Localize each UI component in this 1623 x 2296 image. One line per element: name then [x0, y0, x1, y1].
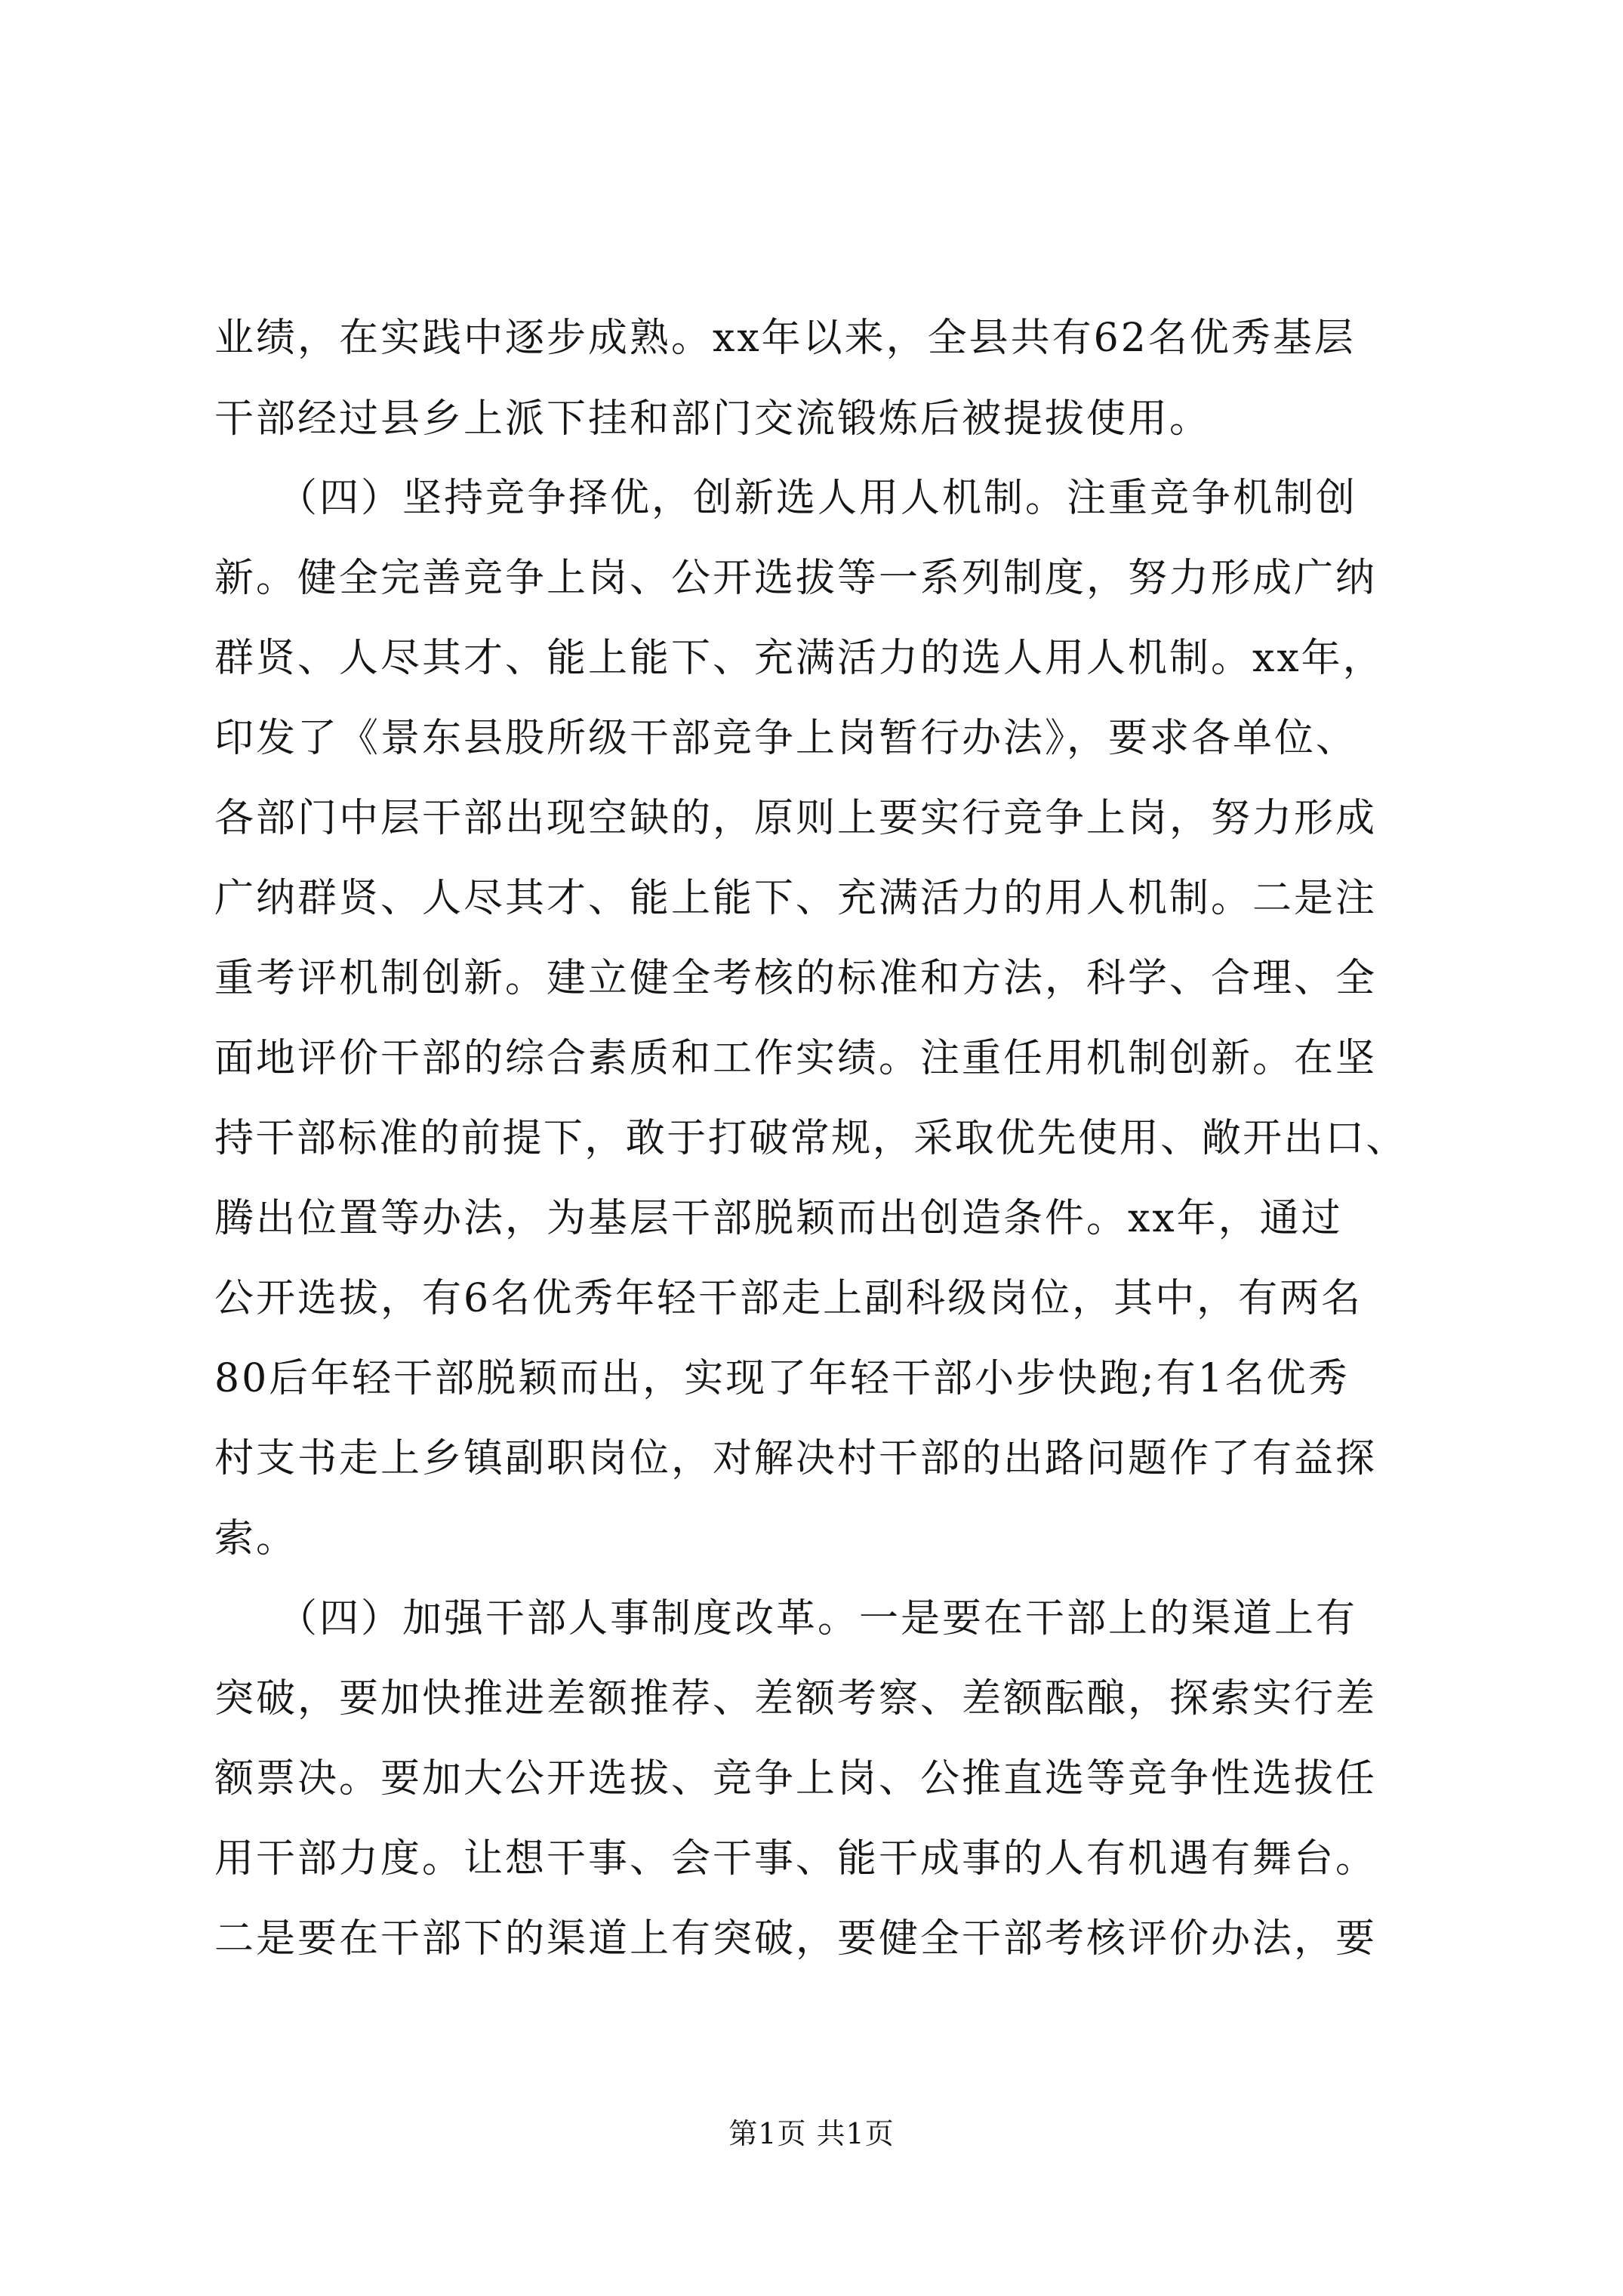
text-line: 群贤、人尽其才、能上能下、充满活力的选人用人机制。xx年， [214, 636, 1384, 681]
text-line: 腾出位置等办法，为基层干部脱颖而出创造条件。xx年，通过 [214, 1196, 1343, 1241]
text-line: （四）加强干部人事制度改革。一是要在干部上的渠道上有 [214, 1596, 1358, 1641]
text-line: （四）坚持竞争择优，创新选人用人机制。注重竞争机制创 [214, 476, 1358, 521]
text-line: 额票决。要加大公开选拔、竞争上岗、公推直选等竞争性选拔任 [214, 1756, 1378, 1801]
text-line: 广纳群贤、人尽其才、能上能下、充满活力的用人机制。二是注 [214, 876, 1378, 921]
text-line: 村支书走上乡镇副职岗位，对解决村干部的出路问题作了有益探 [214, 1436, 1378, 1481]
text-line: 80后年轻干部脱颖而出，实现了年轻干部小步快跑;有1名优秀 [214, 1356, 1350, 1401]
text-line: 二是要在干部下的渠道上有突破，要健全干部考核评价办法，要 [214, 1916, 1378, 1962]
text-line: 新。健全完善竞争上岗、公开选拔等一系列制度，努力形成广纳 [214, 556, 1378, 601]
text-line: 索。 [214, 1516, 298, 1561]
text-line: 干部经过县乡上派下挂和部门交流锻炼后被提拔使用。 [214, 396, 1212, 442]
text-line: 突破，要加快推进差额推荐、差额考察、差额酝酿，探索实行差 [214, 1676, 1378, 1721]
page-footer: 第1页 共1页 [728, 2117, 895, 2150]
text-line: 业绩，在实践中逐步成熟。xx年以来，全县共有62名优秀基层 [214, 316, 1356, 361]
text-line: 用干部力度。让想干事、会干事、能干成事的人有机遇有舞台。 [214, 1836, 1378, 1881]
text-line: 公开选拔，有6名优秀年轻干部走上副科级岗位，其中，有两名 [214, 1276, 1363, 1321]
text-line: 印发了《景东县股所级干部竞争上岗暂行办法》，要求各单位、 [214, 716, 1358, 761]
text-line: 持干部标准的前提下，敢于打破常规，采取优先使用、敞开出口、 [214, 1116, 1408, 1161]
text-line: 各部门中层干部出现空缺的，原则上要实行竞争上岗，努力形成 [214, 796, 1378, 841]
text-line: 重考评机制创新。建立健全考核的标准和方法，科学、合理、全 [214, 956, 1378, 1001]
text-line: 面地评价干部的综合素质和工作实绩。注重任用机制创新。在坚 [214, 1036, 1378, 1081]
